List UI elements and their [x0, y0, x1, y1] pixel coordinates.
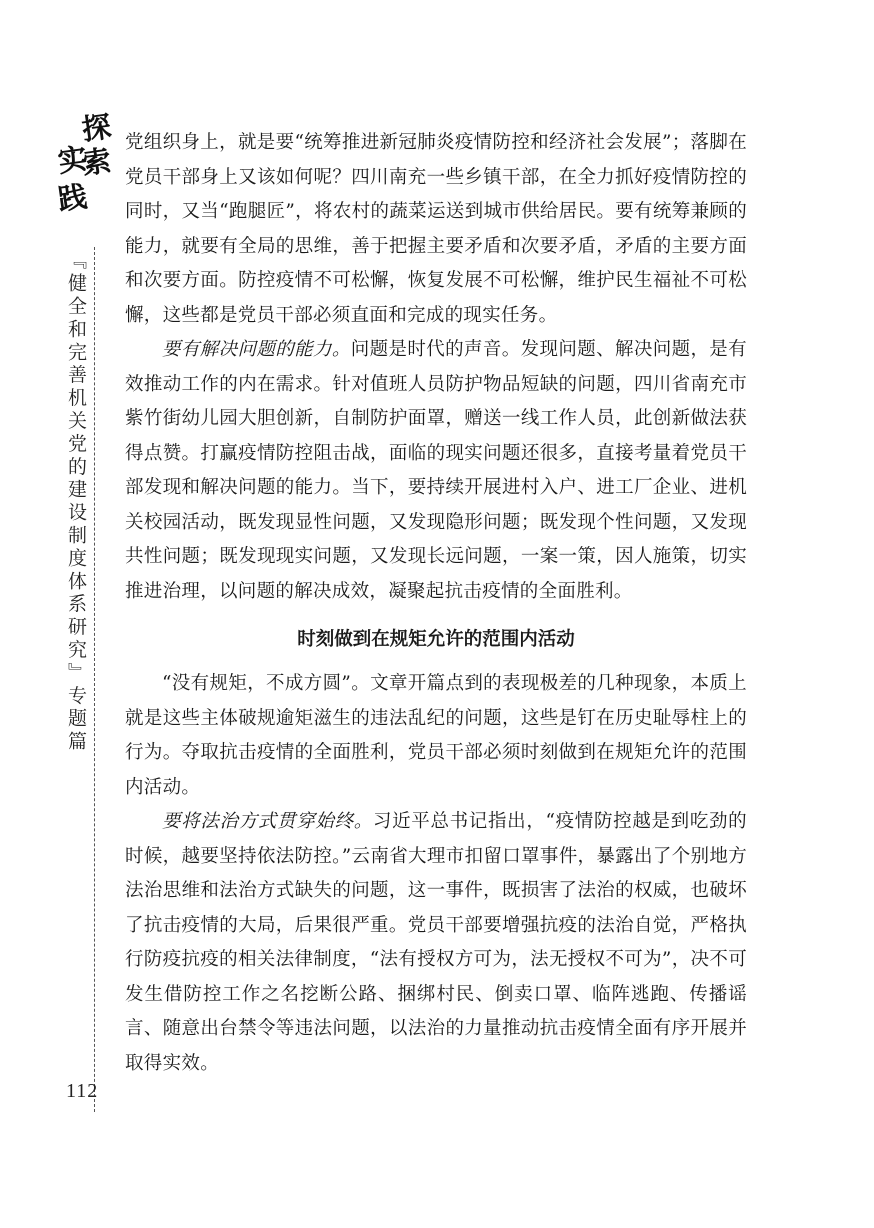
column-logo — [55, 109, 114, 230]
paragraph-2-lead: 要有解决问题的能力。 — [162, 339, 351, 360]
paragraph-1: 党组织身上，就是要“统筹推进新冠肺炎疫情防控和经济社会发展”；落脚在党员干部身上又该如何呢？四川南充一些乡镇干部，在全力抓好疫情防控的同时，又当“跑腿匠”，将农村的蔬菜运送到城市供给居民。要有统筹兼顾的能力，就要有全局的思维，善于把握主要矛盾和次要矛盾，矛盾的主要方面和次要方面。防控疫情不可松懈，恢复发展不可松懈，维护民生福祉不可松懈，这些都是党员干部必须直面和完成的现实任务。 — [125, 132, 747, 326]
paragraph-4-lead: 要将法治方式贯穿始终。 — [162, 811, 373, 832]
sidebar — [55, 109, 114, 1102]
paragraph-4 — [125, 805, 747, 1081]
logo-char-3: 实 — [55, 141, 90, 179]
paragraph-2 — [125, 333, 747, 609]
section-heading: 时刻做到在规矩允许的范围内活动 — [297, 629, 575, 650]
paragraph-3: “没有规矩，不成方圆”。文章开篇点到的表现极差的几种现象，本质上就是这些主体破规逾矩滋生的违法乱纪的问题，这些是钉在历史耻辱柱上的行为。夺取抗击疫情的全面胜利，党员干部必须时刻做到在规矩允许的范围内活动。 — [125, 673, 747, 798]
series-title: 『健全和完善机关党的建设制度体系研究』专题篇 — [65, 250, 87, 754]
body-text — [125, 126, 747, 1081]
logo-char-1: 探 — [79, 109, 114, 147]
sidebar-divider — [94, 247, 95, 1112]
logo-char-2: 索 — [79, 143, 114, 181]
paragraph-4-body: 习近平总书记指出，“疫情防控越是到吃劲的时候，越要坚持依法防控。”云南省大理市扣留口罩事件，暴露出了个别地方法治思维和法治方式缺失的问题，这一事件，既损害了法治的权威，也破坏了抗击疫情的大局，后果很严重。党员干部要增强抗疫的法治自觉，严格执行防疫抗疫的相关法律制度，“法有授权方可为，法无授权不可为”，决不可发生借防控工作之名挖断公路、捆绑村民、倒卖口罩、临阵逃跑、传播谣言、随意出台禁令等违法问题，以法治的力量推动抗击疫情全面有序开展并取得实效。 — [125, 811, 747, 1074]
page-number: 112 — [66, 1080, 99, 1102]
logo-char-4: 践 — [55, 179, 90, 217]
paragraph-2-body: 问题是时代的声音。发现问题、解决问题，是有效推动工作的内在需求。针对值班人员防护物品短缺的问题，四川省南充市紫竹街幼儿园大胆创新，自制防护面罩，赠送一线工作人员，此创新做法获得点赞。打赢疫情防控阻击战，面临的现实问题还很多，直接考量着党员干部发现和解决问题的能力。当下，要持续开展进村入户、进工厂企业、进机关校园活动，既发现显性问题，又发现隐形问题；既发现个性问题，又发现共性问题；既发现现实问题，又发现长远问题，一案一策，因人施策，切实推进治理，以问题的解决成效，凝聚起抗击疫情的全面胜利。 — [125, 339, 747, 602]
